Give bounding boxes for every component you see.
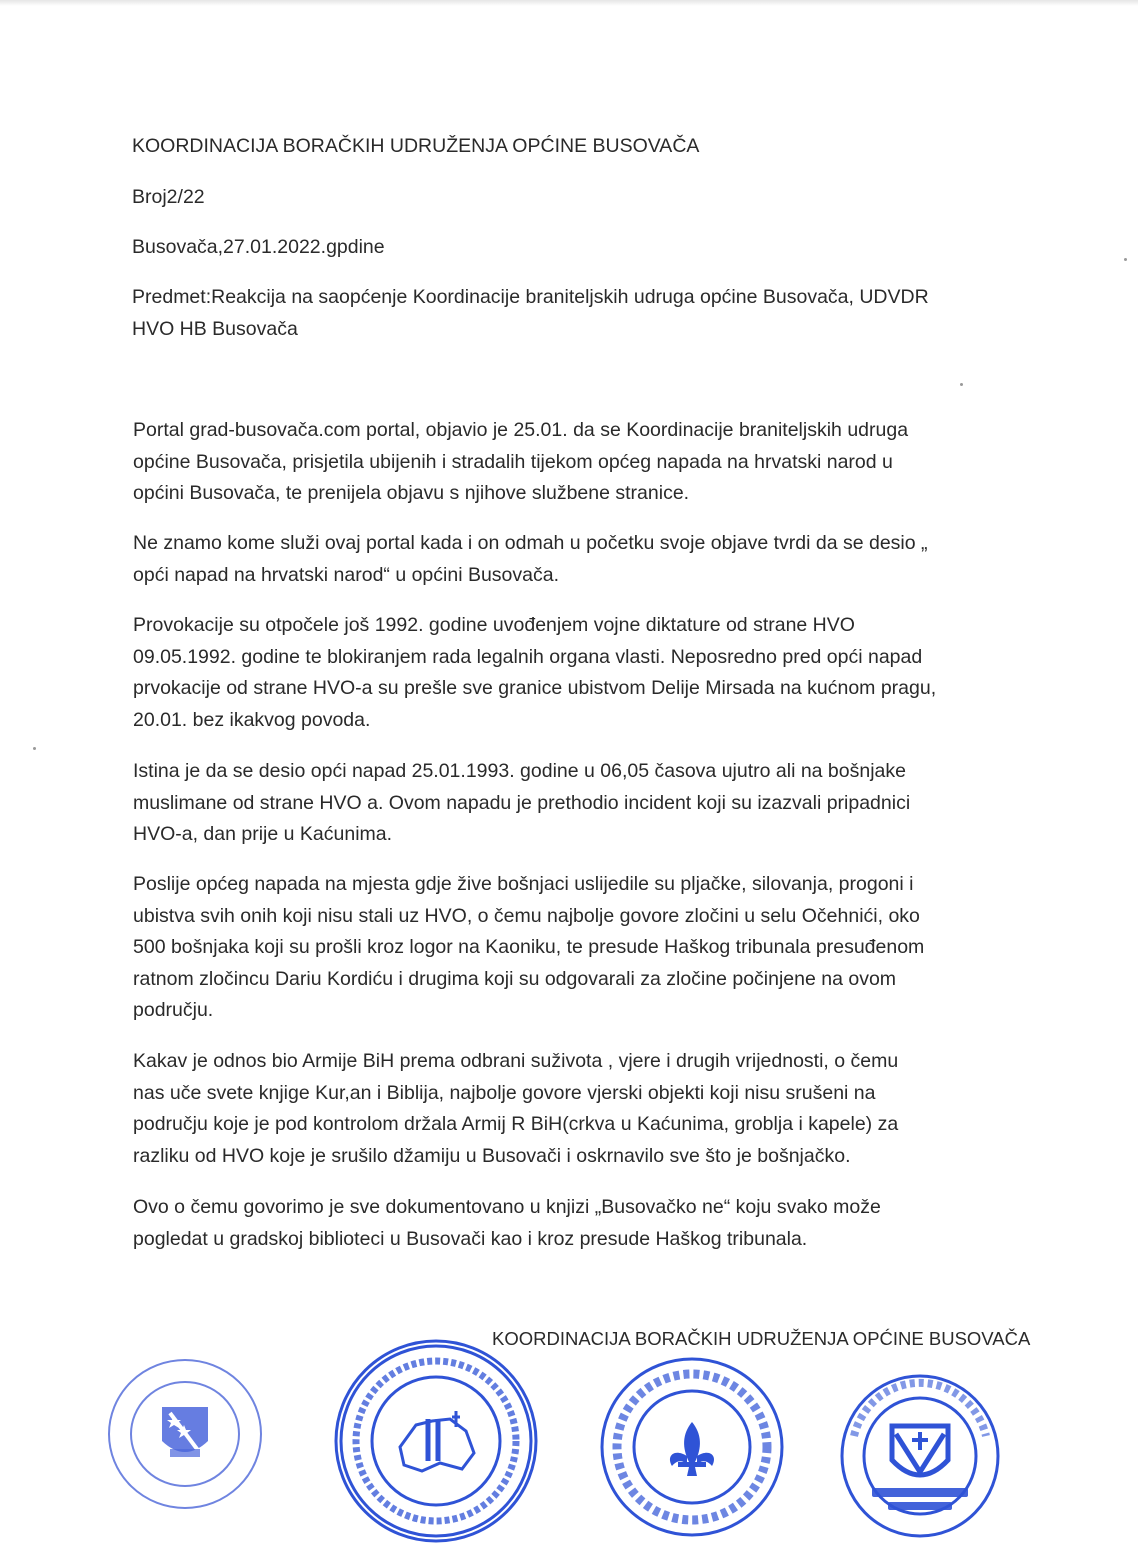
- text-line: pogledat u gradskoj biblioteci u Busovači kao i kroz presude Haškog tribunala.: [133, 1227, 808, 1250]
- text-line: ratnom zločincu Dariu Kordiću i drugima koji su odgovarali za zločine počinjene na ovom: [133, 967, 897, 990]
- text-line: Ovo o čemu govorimo je sve dokumentovano u knjizi „Busovačko ne“ koju svako može: [133, 1196, 881, 1218]
- paragraph-7: [133, 1192, 993, 1255]
- scan-speck: [33, 747, 36, 750]
- text-line: razliku od HVO koje je srušilo džamiju u Busovači i oskrnavilo sve što je bošnjačko.: [133, 1144, 851, 1167]
- text-line: HVO-a, dan prije u Kaćunima.: [133, 823, 393, 845]
- scan-speck: [1124, 258, 1127, 261]
- org-header: KOORDINACIJA BORAČKIH UDRUŽENJA OPĆINE BUSOVAČA: [132, 135, 700, 157]
- text-line: 09.05.1992. godine te blokiranjem rada legalnih organa vlasti. Neposredno pred opći napad: [133, 645, 923, 668]
- subject-line-1: Predmet:Reakcija na saopćenje Koordinacije braniteljskih udruga općine Busovača, UDVDR: [132, 286, 929, 308]
- text-line: općine Busovača, prisjetila ubijenih i stradalih tijekom općeg napada na hrvatski narod u: [133, 450, 893, 473]
- subject-line-2: HVO HB Busovača: [132, 318, 298, 340]
- text-line: Istina je da se desio opći napad 25.01.1993. godine u 06,05 časova ujutro ali na bošnjake: [133, 760, 906, 782]
- stamp-unija-veterana: [838, 1372, 1002, 1540]
- paragraph-1: [133, 415, 993, 510]
- scan-speck: [960, 383, 963, 386]
- text-line: ubistva svih onih koji nisu stali uz HVO, o čemu najbolje govore zločini u selu Očehnići, oko: [133, 904, 920, 927]
- stamp-organizacija-porodica-sehida: [330, 1335, 542, 1547]
- paragraph-5: [133, 869, 993, 1027]
- text-line: Poslije općeg napada na mjesta gdje žive bošnjaci uslijedile su pljačke, silovanja, progoni i: [133, 873, 914, 895]
- scan-edge: [0, 0, 1138, 6]
- paragraph-4: [133, 756, 993, 851]
- text-line: 20.01. bez ikakvog povoda.: [133, 708, 371, 731]
- text-line: području.: [133, 999, 214, 1021]
- stamp-patriotska-liga: [104, 1355, 266, 1513]
- text-line: Kakav je odnos bio Armije BiH prema odbrani suživota , vjere i drugih vrijednosti, o čemu: [133, 1050, 899, 1072]
- text-line: Ne znamo kome služi ovaj portal kada i on odmah u početku svoje objave tvrdi da se desio „: [133, 532, 928, 554]
- text-line: prvokacije od strane HVO-a su prešle sve granice ubistvom Delije Mirsada na kućnom pragu,: [133, 677, 937, 699]
- text-line: Provokacije su otpočele još 1992. godine uvođenjem vojne diktature od strane HVO: [133, 614, 855, 636]
- text-line: općini Busovača, te prenijela objavu s njihove službene stranice.: [133, 482, 690, 504]
- text-line: 500 bošnjaka koji su prošli kroz logor na Kaoniku, te presude Haškog tribunala presuđenom: [133, 936, 925, 958]
- stamp-savez-ratnih-vojnih-invalida: [596, 1352, 788, 1542]
- paragraph-6: [133, 1046, 993, 1172]
- place-date: Busovača,27.01.2022.gpdine: [132, 236, 385, 258]
- signature-org: KOORDINACIJA BORAČKIH UDRUŽENJA OPĆINE BUSOVAČA: [492, 1328, 1031, 1349]
- text-line: Portal grad-busovača.com portal, objavio je 25.01. da se Koordinacije braniteljskih udruga: [133, 419, 909, 441]
- text-line: području koje je pod kontrolom držala Armij R BiH(crkva u Kaćunima, groblja i kapele) za: [133, 1113, 899, 1135]
- document-number: Broj2/22: [132, 186, 205, 208]
- text-line: nas uče svete knjige Kur,an i Biblija, najbolje govore vjerski objekti koji nisu srušeni na: [133, 1081, 876, 1104]
- paragraph-3: [133, 610, 993, 736]
- paragraph-2: [133, 528, 993, 591]
- text-line: muslimane od strane HVO a. Ovom napadu je prethodio incident koji su izazvali pripadnici: [133, 791, 911, 814]
- text-line: opći napad na hrvatski narod“ u općini Busovača.: [133, 563, 560, 586]
